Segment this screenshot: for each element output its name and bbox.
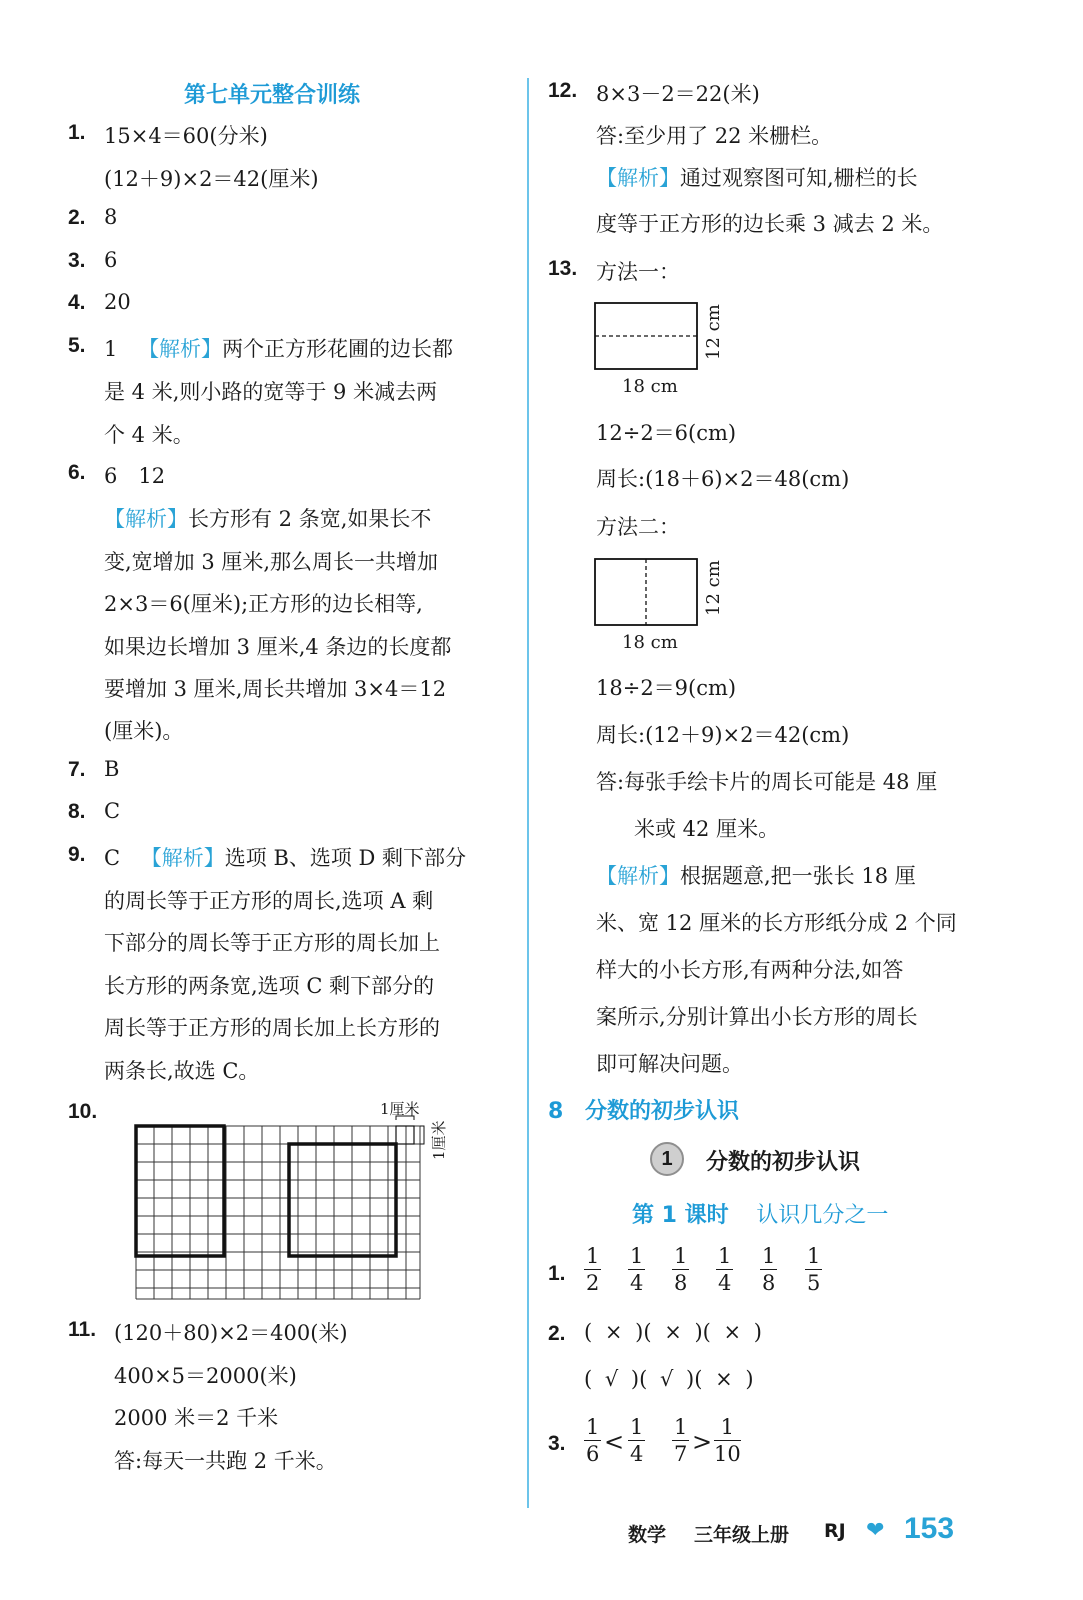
a3-fraction-2 — [628, 1416, 645, 1465]
lesson-heading — [632, 1198, 888, 1229]
q4-number: 4. — [68, 291, 86, 314]
denominator: 8 — [674, 1271, 688, 1295]
q9-exp-line3: 下部分的周长等于正方形的周长加上 — [104, 931, 440, 955]
q11-number: 11. — [68, 1318, 97, 1341]
q12-exp-line2: 度等于正方形的边长乘 3 减去 2 米。 — [596, 212, 944, 236]
q13-fig1-width-label: 18 cm — [622, 376, 678, 397]
q13-exp-text1: 根据题意,把一张长 18 厘 — [680, 864, 916, 888]
unit-review-title: 第七单元整合训练 — [184, 83, 361, 108]
q11-line2: 400×5＝2000(米) — [114, 1364, 297, 1388]
q6-exp-line6: (厘米)。 — [104, 719, 184, 743]
q13-calc1: 12÷2＝6(cm) — [596, 421, 737, 445]
grid-lines — [136, 1126, 420, 1299]
q13-perimeter1: 周长:(18＋6)×2＝48(cm) — [596, 467, 850, 491]
denominator: 7 — [674, 1442, 688, 1466]
q6-exp-line1 — [104, 503, 431, 533]
lesson-label: 第 1 课时 — [632, 1203, 729, 1228]
q2-number: 2. — [68, 206, 86, 229]
q6-answer: 6 12 — [104, 464, 166, 488]
q5-exp-line2: 是 4 米,则小路的宽等于 9 米减去两 — [104, 380, 438, 404]
q12-exp-line1 — [596, 162, 918, 192]
q10-grid-figure — [130, 1094, 460, 1306]
q13-exp-line5: 即可解决问题。 — [596, 1052, 743, 1076]
q6-exp-text1: 长方形有 2 条宽,如果长不 — [188, 507, 432, 531]
q1-line1: 15×4＝60(分米) — [104, 124, 268, 148]
q8-number: 8. — [68, 800, 86, 823]
q10-rectangle-shape — [136, 1126, 224, 1256]
unit-8-heading — [548, 1094, 739, 1125]
denominator: 4 — [718, 1271, 732, 1295]
numerator: 1 — [718, 1244, 732, 1268]
a3-fraction-1 — [584, 1416, 601, 1465]
q13-fig2-height-label: 12 cm — [703, 560, 724, 616]
q3-answer: 6 — [104, 248, 118, 272]
q1-number: 1. — [68, 121, 86, 144]
q12-line2: 答:至少用了 22 米栅栏。 — [596, 124, 833, 148]
numerator: 1 — [586, 1415, 600, 1439]
q5-analysis-tag: 【解析】 — [138, 337, 223, 361]
q10-number: 10. — [68, 1100, 98, 1123]
q13-calc2: 18÷2＝9(cm) — [596, 676, 737, 700]
a1-fraction-4 — [716, 1245, 733, 1294]
q9-answer-value: C — [104, 846, 121, 870]
q1-line2: (12＋9)×2＝42(厘米) — [104, 167, 319, 191]
numerator: 1 — [674, 1415, 688, 1439]
denominator: 5 — [807, 1271, 821, 1295]
numerator: 1 — [586, 1244, 600, 1268]
q12-analysis-tag: 【解析】 — [596, 166, 680, 190]
q5-number: 5. — [68, 334, 86, 357]
q9-analysis-tag: 【解析】 — [140, 846, 225, 870]
heart-icon: ❤ — [866, 1518, 885, 1543]
denominator: 8 — [762, 1271, 776, 1295]
q6-analysis-tag: 【解析】 — [104, 507, 188, 531]
lesson-title: 认识几分之一 — [756, 1203, 889, 1228]
q13-exp-line2: 米、宽 12 厘米的长方形纸分成 2 个同 — [596, 911, 957, 935]
a1-fraction-1 — [584, 1245, 601, 1294]
q11-line4: 答:每天一共跑 2 千米。 — [114, 1449, 337, 1473]
q13-analysis-tag: 【解析】 — [596, 864, 680, 888]
q13-number: 13. — [548, 257, 578, 280]
q6-exp-line3: 2×3＝6(厘米);正方形的边长相等, — [104, 592, 423, 616]
q13-answer-line2: 米或 42 厘米。 — [634, 817, 780, 841]
q7-answer: B — [104, 757, 120, 781]
footer-subject: 数学 — [628, 1524, 667, 1546]
numerator: 1 — [674, 1244, 688, 1268]
q13-answer-line1: 答:每张手绘卡片的周长可能是 48 厘 — [596, 770, 938, 794]
a2-number: 2. — [548, 1322, 566, 1345]
a3-fraction-3 — [672, 1416, 689, 1465]
footer-edition: RJ — [824, 1520, 846, 1542]
numerator: 1 — [807, 1244, 821, 1268]
q10-unit-bracket-v — [420, 1126, 424, 1144]
q2-answer: 8 — [104, 205, 118, 229]
footer-grade: 三年级上册 — [694, 1524, 790, 1546]
denominator: 10 — [714, 1442, 741, 1466]
a1-fraction-5 — [760, 1245, 777, 1294]
q13-fig1-height-label: 12 cm — [703, 304, 724, 360]
unit-title: 分数的初步认识 — [584, 1099, 739, 1124]
q9-number: 9. — [68, 843, 86, 866]
q9-exp-line4: 长方形的两条宽,选项 C 剩下部分的 — [104, 974, 435, 998]
q9-answer — [104, 842, 466, 872]
q9-exp-line2: 的周长等于正方形的周长,选项 A 剩 — [104, 889, 434, 913]
q6-number: 6. — [68, 461, 86, 484]
q5-answer-value: 1 — [104, 337, 118, 361]
q11-line1: (120＋80)×2＝400(米) — [114, 1321, 348, 1345]
q13-exp-line1 — [596, 860, 916, 890]
q10-unit-square — [396, 1126, 414, 1144]
q7-number: 7. — [68, 758, 86, 781]
q5-answer — [104, 333, 453, 363]
q3-number: 3. — [68, 249, 86, 272]
a3-number: 3. — [548, 1432, 566, 1455]
q13-perimeter2: 周长:(12＋9)×2＝42(cm) — [596, 723, 850, 747]
section-number-badge: 1 — [650, 1142, 684, 1176]
numerator: 1 — [720, 1415, 735, 1439]
q5-exp-line1: 两个正方形花圃的边长都 — [222, 337, 454, 361]
q12-number: 12. — [548, 79, 578, 102]
a3-fraction-4 — [714, 1416, 741, 1465]
denominator: 4 — [630, 1271, 644, 1295]
q4-answer: 20 — [104, 290, 131, 314]
a3-greater-than-sign: > — [692, 1428, 713, 1456]
column-divider — [527, 78, 529, 1508]
q9-exp-text1: 选项 B、选项 D 剩下部分 — [224, 846, 467, 870]
q13-method1: 方法一： — [596, 260, 680, 284]
q13-fig2-width-label: 18 cm — [622, 632, 678, 653]
a2-row1: ( × )( × )( × ) — [584, 1320, 762, 1344]
q13-exp-line3: 样大的小长方形,有两种分法,如答 — [596, 958, 904, 982]
a1-number: 1. — [548, 1262, 566, 1285]
q13-method2: 方法二： — [596, 515, 680, 539]
q8-answer: C — [104, 799, 121, 823]
unit-number: 8 — [548, 1099, 564, 1124]
denominator: 2 — [586, 1271, 600, 1295]
q10-unit-label-h: 1厘米 — [380, 1100, 420, 1118]
q10-square-shape — [289, 1144, 396, 1256]
a1-fraction-3 — [672, 1245, 689, 1294]
q12-exp-text1: 通过观察图可知,栅栏的长 — [680, 166, 918, 190]
q6-exp-line5: 要增加 3 厘米,周长共增加 3×4＝12 — [104, 677, 447, 701]
section-title: 分数的初步认识 — [706, 1150, 861, 1175]
numerator: 1 — [762, 1244, 776, 1268]
q10-unit-label-v: 1厘米 — [430, 1120, 448, 1160]
q5-exp-line3: 个 4 米。 — [104, 423, 194, 447]
q9-exp-line6: 两条长,故选 C。 — [104, 1059, 260, 1083]
q12-line1: 8×3－2＝22(米) — [596, 82, 760, 106]
q11-line3: 2000 米＝2 千米 — [114, 1406, 279, 1430]
a1-fraction-6 — [805, 1245, 822, 1294]
a3-less-than-sign: < — [604, 1428, 625, 1456]
numerator: 1 — [630, 1415, 644, 1439]
a1-fraction-2 — [628, 1245, 645, 1294]
denominator: 4 — [630, 1442, 644, 1466]
footer-page-number: 153 — [904, 1512, 955, 1545]
a2-row2: ( √ )( √ )( × ) — [584, 1367, 754, 1391]
numerator: 1 — [630, 1244, 644, 1268]
q9-exp-line5: 周长等于正方形的周长加上长方形的 — [104, 1016, 440, 1040]
q6-exp-line2: 变,宽增加 3 厘米,那么周长一共增加 — [104, 550, 439, 574]
denominator: 6 — [586, 1442, 600, 1466]
q13-exp-line4: 案所示,分别计算出小长方形的周长 — [596, 1005, 918, 1029]
q6-exp-line4: 如果边长增加 3 厘米,4 条边的长度都 — [104, 635, 452, 659]
